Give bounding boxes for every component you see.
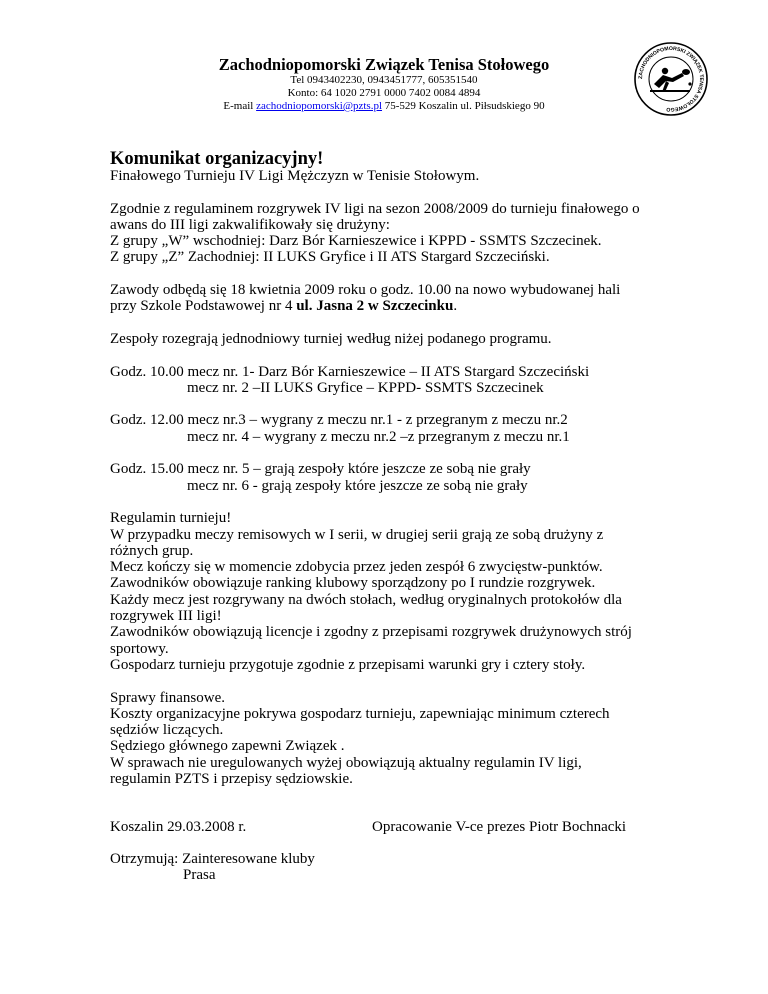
finance-line: W sprawach nie uregulowanych wyżej obowiązują aktualny regulamin IV ligi, bbox=[110, 754, 582, 771]
email-link[interactable]: zachodniopomorski@pzts.pl bbox=[256, 100, 383, 112]
account-line: Konto: 64 1020 2791 0000 7402 0084 4894 bbox=[287, 87, 481, 99]
intro-line: Z grupy „Z” Zachodniej: II LUKS Gryfice i II ATS Stargard Szczeciński. bbox=[110, 249, 550, 266]
subtitle: Finałowego Turnieju IV Ligi Mężczyzn w Tenisie Stołowym. bbox=[110, 168, 480, 184]
logo-ring-text: ZACHODNIOPOMORSKI ZWIĄZEK TENISA STOŁOWEGO bbox=[637, 45, 705, 113]
schedule-line: mecz nr. 4 – wygrany z meczu nr.2 –z przegranym z meczu nr.1 bbox=[187, 428, 570, 445]
recipients bbox=[110, 851, 315, 884]
email-label: E-mail bbox=[223, 100, 254, 112]
document-body bbox=[110, 168, 670, 787]
intro-line: Z grupy „W” wschodniej: Darz Bór Karnieszewice i KPPD - SSMTS Szczecinek. bbox=[110, 233, 602, 250]
rules-line: Mecz kończy się w momencie zdobycia przez jeden zespół 6 zwycięstw-punktów. bbox=[110, 559, 603, 576]
contact-line bbox=[110, 100, 658, 113]
rules-line: Gospodarz turnieju przygotuje zgodnie z przepisami warunki gry i cztery stoły. bbox=[110, 656, 586, 673]
schedule-line: Godz. 15.00 mecz nr. 5 – grają zespoły które jeszcze ze sobą nie grały bbox=[110, 461, 531, 478]
rules-line: rozgrywek III ligi! bbox=[110, 608, 222, 625]
address: 75-529 Koszalin ul. Piłsudskiego 90 bbox=[384, 100, 545, 112]
rules-line: W przypadku meczy remisowych w I serii, w drugiej serii grają ze sobą drużyny z bbox=[110, 526, 604, 543]
rules-line: różnych grup. bbox=[110, 542, 194, 559]
finance-line: sędziów liczących. bbox=[110, 722, 224, 739]
schedule-line: mecz nr. 2 –II LUKS Gryfice – KPPD- SSMTS Szczecinek bbox=[187, 379, 544, 396]
schedule-line: Godz. 10.00 mecz nr. 1- Darz Bór Karnieszewice – II ATS Stargard Szczeciński bbox=[110, 363, 590, 380]
rules-heading: Regulamin turnieju! bbox=[110, 510, 232, 527]
rules-line: Zawodników obowiązują licencje i zgodny z przepisami rozgrywek drużynowych strój bbox=[110, 624, 632, 641]
finance-line: Sędziego głównego zapewni Związek . bbox=[110, 738, 345, 755]
rules-line: Zawodników obowiązuje ranking klubowy sporządzony po I rundzie rozgrywek. bbox=[110, 575, 596, 592]
venue-line: Zawody odbędą się 18 kwietnia 2009 roku o godz. 10.00 na nowo wybudowanej hali bbox=[110, 282, 621, 299]
prepared-by: Opracowanie V-ce prezes Piotr Bochnacki bbox=[372, 819, 627, 835]
finance-heading: Sprawy finansowe. bbox=[110, 689, 225, 706]
venue-line: przy Szkole Podstawowej nr 4 ul. Jasna 2 w Szczecinku. bbox=[110, 298, 458, 315]
finance-line: Koszty organizacyjne pokrywa gospodarz turnieju, zapewniając minimum czterech bbox=[110, 705, 610, 722]
phone-line: Tel 0943402230, 0943451777, 605351540 bbox=[290, 74, 478, 86]
organization-logo-icon bbox=[632, 40, 710, 118]
finance-line: regulamin PZTS i przepisy sędziowskie. bbox=[110, 770, 353, 787]
rules-line: Każdy mecz jest rozgrywany na dwóch stołach, według oryginalnych protokołów dla bbox=[110, 591, 622, 608]
intro-line: Zgodnie z regulaminem rozgrywek IV ligi na sezon 2008/2009 do turnieju finałowego o bbox=[110, 200, 640, 217]
table-tennis-player-icon bbox=[650, 68, 692, 92]
intro-line: awans do III ligi zakwalifikowały się drużyny: bbox=[110, 216, 390, 233]
program-intro: Zespoły rozegrają jednodniowy turniej według niżej podanego programu. bbox=[110, 330, 552, 347]
schedule-line: Godz. 12.00 mecz nr.3 – wygrany z meczu nr.1 - z przegranym z meczu nr.2 bbox=[110, 412, 568, 429]
document-title: Komunikat organizacyjny! bbox=[110, 149, 324, 169]
recipients-line: Prasa bbox=[183, 867, 216, 884]
venue-address: ul. Jasna 2 w Szczecinku bbox=[296, 298, 454, 315]
rules-line: sportowy. bbox=[110, 640, 169, 657]
recipients-line: Otrzymują: Zainteresowane kluby bbox=[110, 851, 315, 867]
place-date: Koszalin 29.03.2008 r. bbox=[110, 819, 247, 835]
letterhead bbox=[110, 55, 658, 113]
organization-name: Zachodniopomorski Związek Tenisa Stołowego bbox=[218, 55, 550, 74]
schedule-line: mecz nr. 6 - grają zespoły które jeszcze ze sobą nie grały bbox=[187, 477, 528, 494]
